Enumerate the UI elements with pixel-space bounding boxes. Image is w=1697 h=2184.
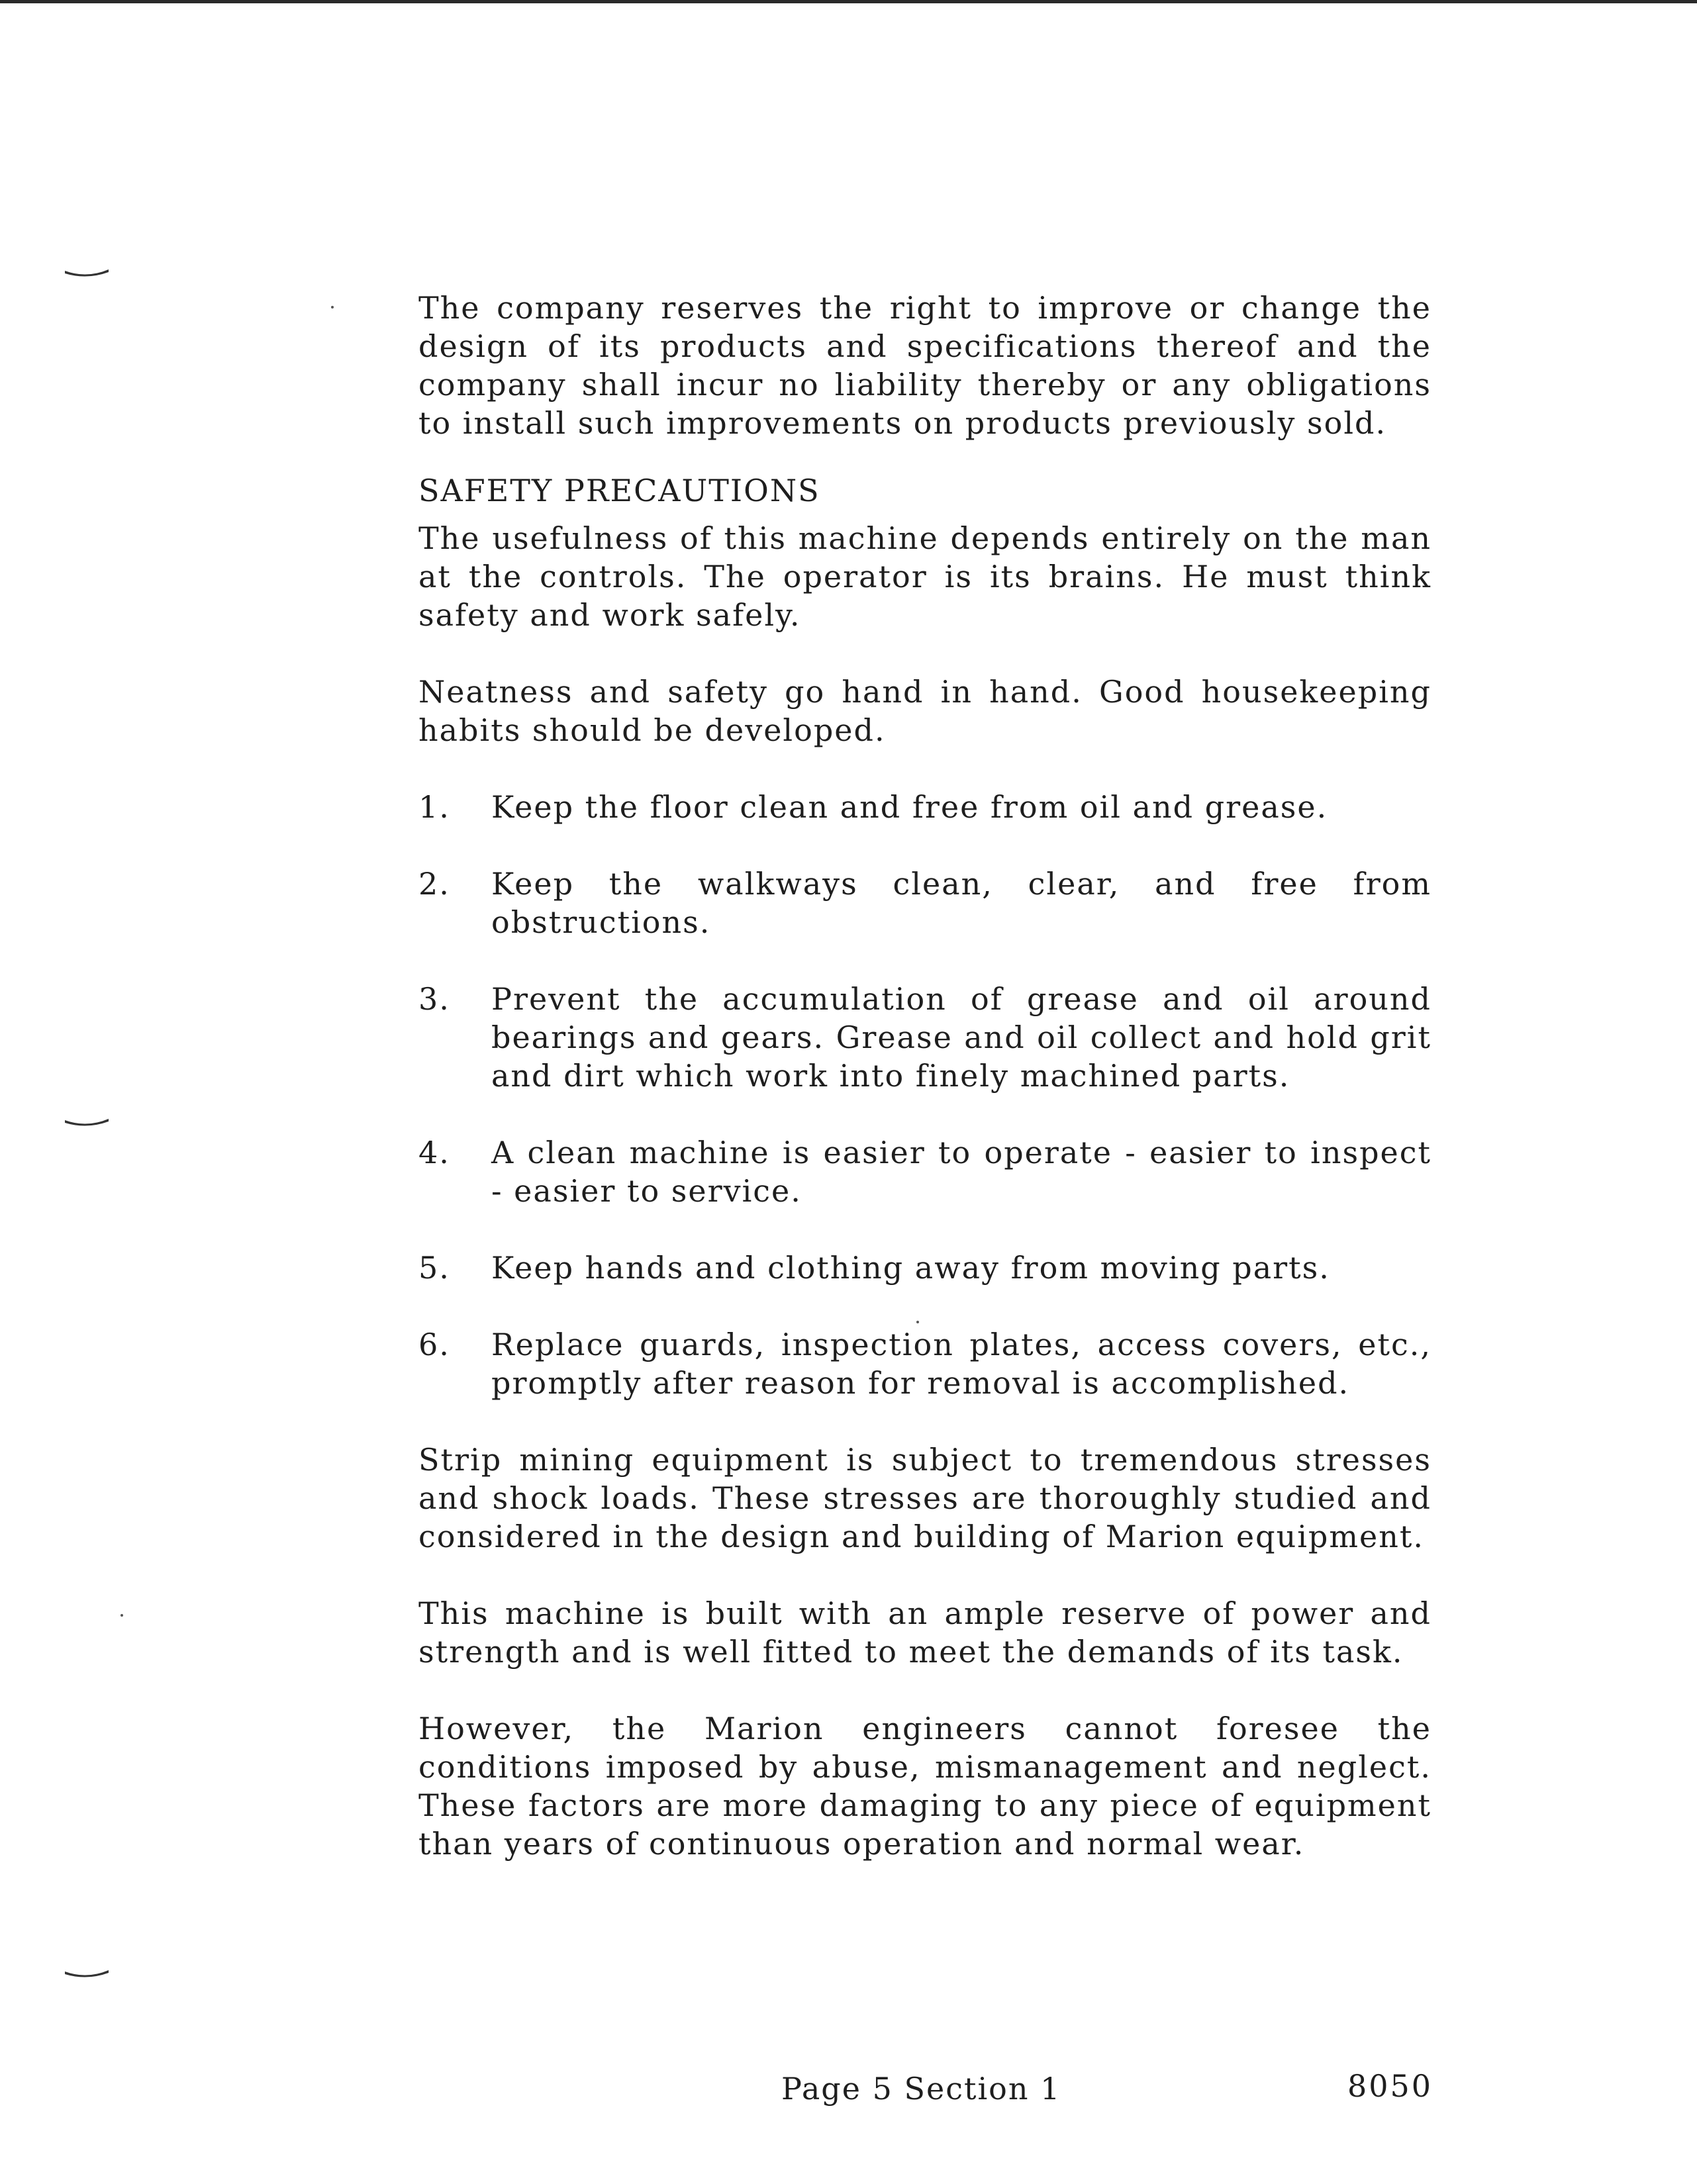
list-item-text: A clean machine is easier to operate - easier to inspect - easier to service. xyxy=(491,1135,1431,1209)
body-paragraph: This machine is built with an ample reserve of power and strength and is well fitted to meet the demands of its task. xyxy=(418,1595,1431,1670)
intro-paragraph: The company reserves the right to improve or change the design of its products and specifications thereof and the company shall incur no liability thereby or any obligations to install such improvements on products previously sold. xyxy=(418,290,1431,441)
list-item-text: Replace guards, inspection plates, access covers, etc., promptly after reason for removal is accomplished. xyxy=(491,1327,1431,1401)
list-item-number: 4. xyxy=(418,1135,450,1170)
binder-hole-mark xyxy=(64,1969,110,1978)
list-item-text: Keep hands and clothing away from moving parts. xyxy=(491,1250,1330,1286)
list-item-number: 1. xyxy=(418,789,450,825)
scan-speck xyxy=(331,306,334,309)
document-body xyxy=(418,289,1431,1863)
list-item-number: 6. xyxy=(418,1327,450,1362)
section-heading: SAFETY PRECAUTIONS xyxy=(418,473,820,508)
list-item-text: Keep the walkways clean, clear, and free from obstructions. xyxy=(491,866,1431,940)
scan-speck xyxy=(121,1614,123,1617)
list-item xyxy=(418,1249,1431,1287)
body-paragraph: Strip mining equipment is subject to tremendous stresses and shock loads. These stresses are thoroughly studied and considered in the design and building of Marion equipment. xyxy=(418,1442,1431,1554)
page-number: Page 5 Section 1 xyxy=(781,2071,1061,2107)
list-item xyxy=(418,1133,1431,1210)
body-paragraph: However, the Marion engineers cannot foresee the conditions imposed by abuse, mismanagement and neglect. These factors are more damaging to any piece of equipment than years of continuous operation and normal wear. xyxy=(418,1711,1431,1862)
list-item-text: Prevent the accumulation of grease and oil around bearings and gears. Grease and oil collect and hold grit and dirt which work into finely machined parts. xyxy=(491,981,1431,1094)
list-item xyxy=(418,980,1431,1095)
list-item-number: 2. xyxy=(418,866,450,902)
document-code: 8050 xyxy=(1347,2068,1433,2104)
safety-list xyxy=(418,788,1431,1402)
list-item-number: 3. xyxy=(418,981,450,1017)
list-item-text: Keep the floor clean and free from oil and grease. xyxy=(491,789,1328,825)
list-item-number: 5. xyxy=(418,1250,450,1286)
list-item xyxy=(418,1325,1431,1402)
binder-hole-mark xyxy=(64,268,110,277)
binder-hole-mark xyxy=(64,1117,110,1127)
list-item xyxy=(418,788,1431,826)
top-edge-rule xyxy=(0,0,1697,3)
body-paragraph: The usefulness of this machine depends entirely on the man at the controls. The operator is its brains. He must think safety and work safely. xyxy=(418,520,1431,633)
body-paragraph: Neatness and safety go hand in hand. Good housekeeping habits should be developed. xyxy=(418,674,1431,748)
list-item xyxy=(418,865,1431,941)
